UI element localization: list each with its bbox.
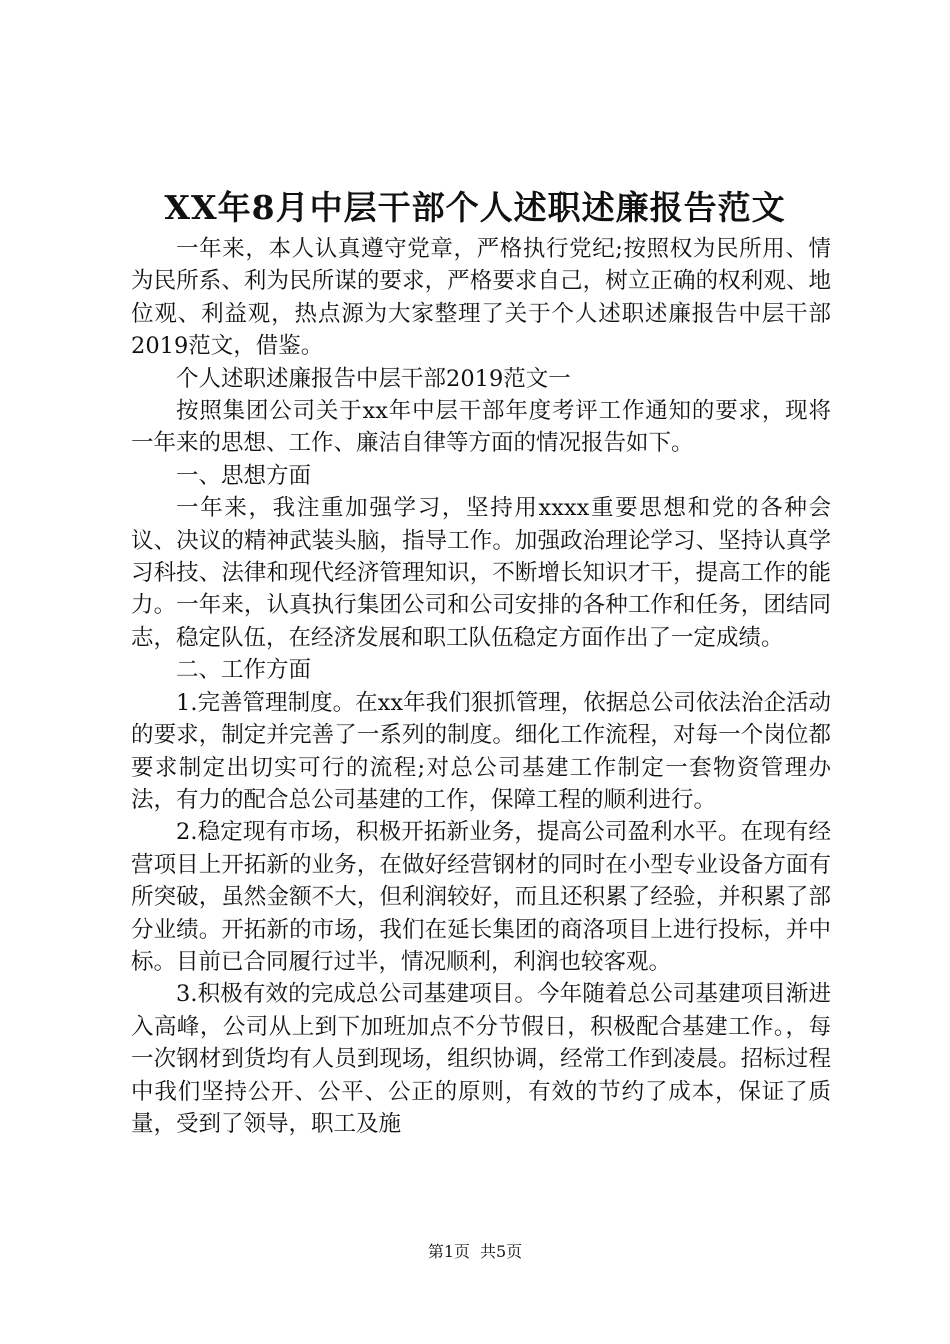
document-title: XX年8月中层干部个人述职述廉报告范文 (164, 188, 786, 227)
page-total: 共5页 (480, 1242, 523, 1261)
document-body (131, 233, 831, 1140)
paragraph-opening: 按照集团公司关于xx年中层干部年度考评工作通知的要求，现将一年来的思想、工作、廉洁自律等方面的情况报告如下。 (131, 398, 831, 457)
paragraph-work-1: 1.完善管理制度。在xx年我们狠抓管理，依据总公司依法治企活动的要求，制定并完善了一系列的制度。细化工作流程，对每一个岗位都要求制定出切实可行的流程;对总公司基建工作制定一套物资管理办法，有力的配合总公司基建的工作，保障工程的顺利进行。 (131, 689, 831, 813)
paragraph-intro: 一年来，本人认真遵守党章，严格执行党纪;按照权为民所用、情为民所系、利为民所谋的要求，严格要求自己，树立正确的权利观、地位观、利益观，热点源为大家整理了关于个人述职述廉报告中层干部2019范文，借鉴。 (131, 236, 831, 360)
paragraph-work-3: 3.积极有效的完成总公司基建项目。今年随着总公司基建项目渐进入高峰，公司从上到下加班加点不分节假日，积极配合基建工作。，每一次钢材到货均有人员到现场，组织协调，经常工作到凌晨。招标过程中我们坚持公开、公平、公正的原则，有效的节约了成本，保证了质量，受到了领导，职工及施 (131, 981, 831, 1137)
page-footer (0, 1240, 950, 1264)
section-heading-thought: 一、思想方面 (176, 462, 312, 489)
paragraph-work-2: 2.稳定现有市场，积极开拓新业务，提高公司盈利水平。在现有经营项目上开拓新的业务，在做好经营钢材的同时在小型专业设备方面有所突破，虽然金额不大，但利润较好，而且还积累了经验，并积累了部分业绩。开拓新的市场，我们在延长集团的商洛项目上进行投标，并中标。目前已合同履行过半，情况顺利，利润也较客观。 (131, 819, 831, 975)
paragraph-thought: 一年来，我注重加强学习，坚持用xxxx重要思想和党的各种会议、决议的精神武装头脑，指导工作。加强政治理论学习、坚持认真学习科技、法律和现代经济管理知识，不断增长知识才干，提高工作的能力。一年来，认真执行集团公司和公司安排的各种工作和任务，团结同志，稳定队伍，在经济发展和职工队伍稳定方面作出了一定成绩。 (131, 495, 831, 651)
section-heading-work: 二、工作方面 (176, 657, 312, 684)
page-number: 第1页 (427, 1242, 470, 1261)
paragraph-subtitle: 个人述职述廉报告中层干部2019范文一 (176, 365, 571, 392)
